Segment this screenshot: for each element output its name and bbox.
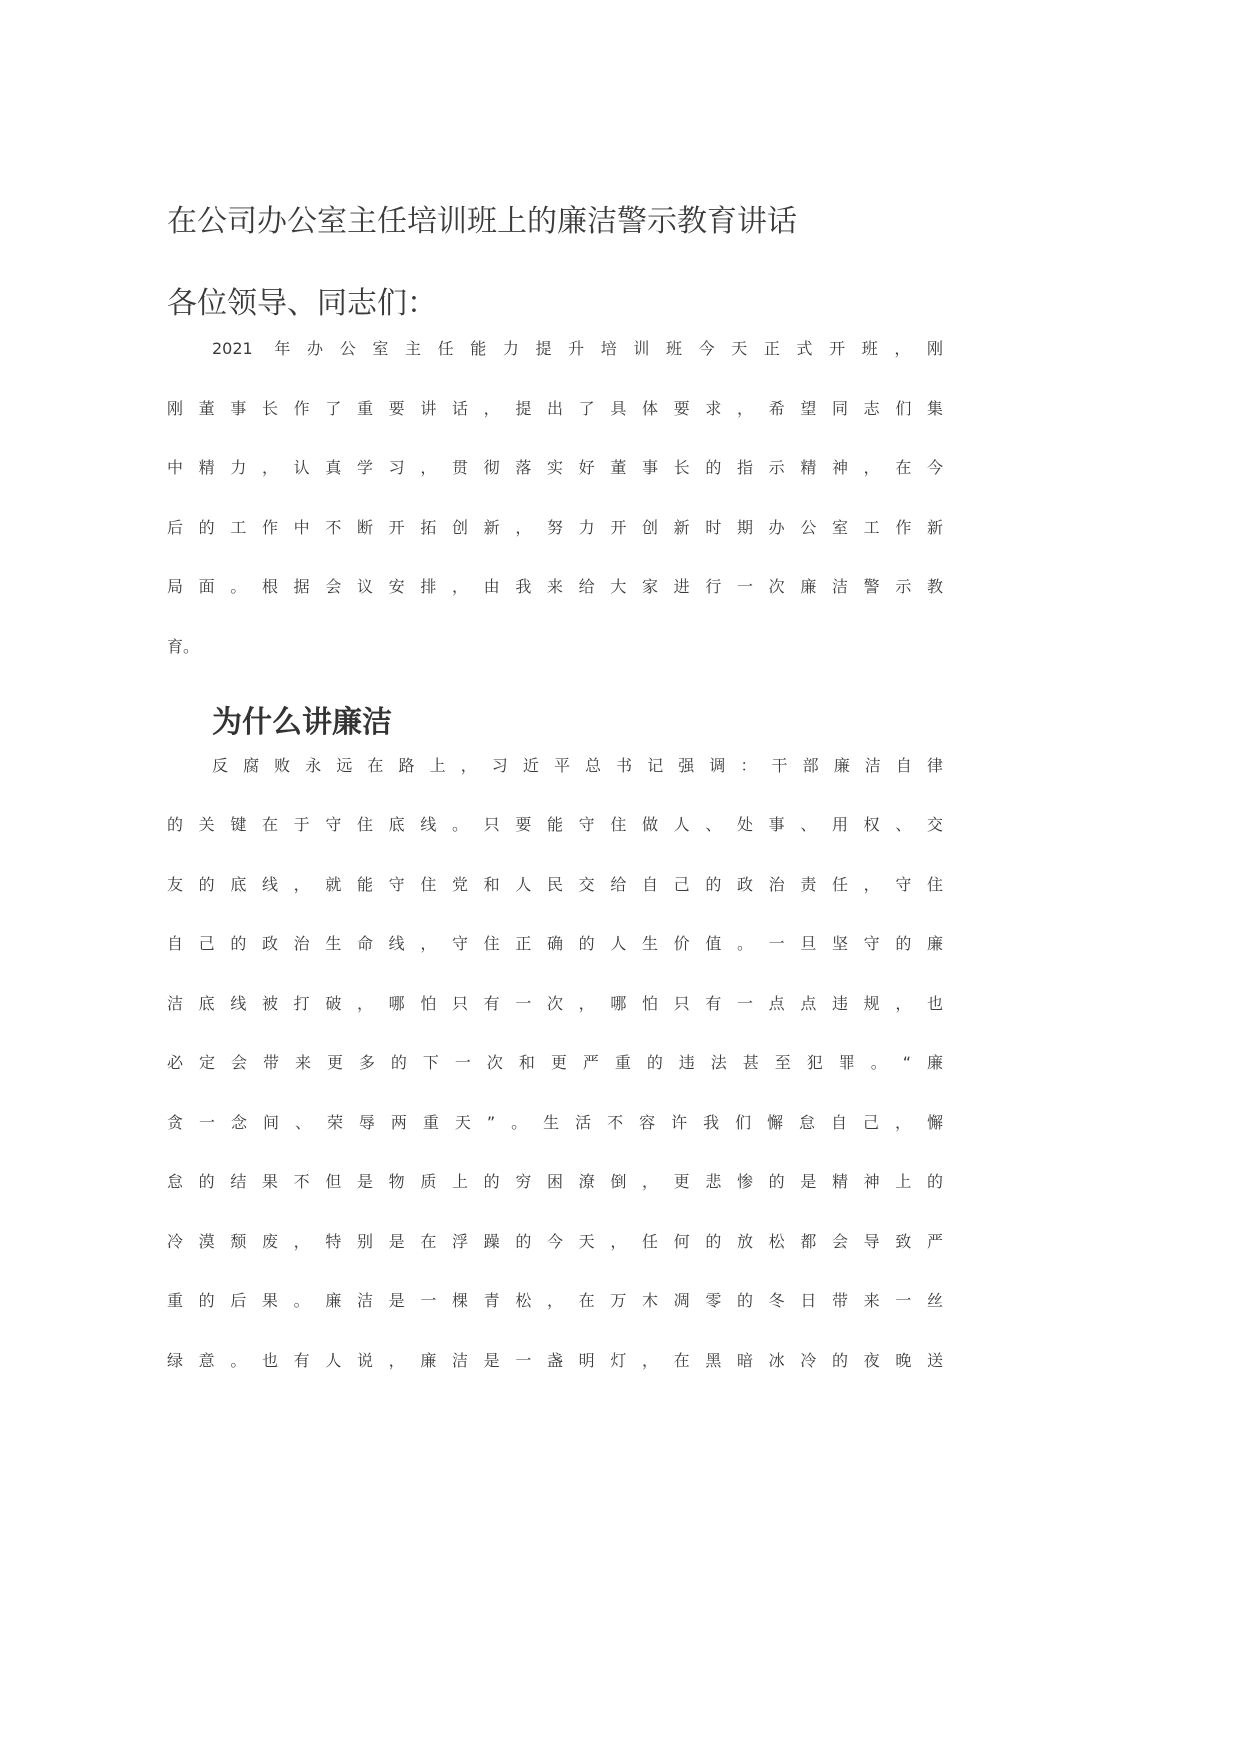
- text-line: 重的后果。廉洁是一棵青松，在万木凋零的冬日带来一丝: [167, 1291, 943, 1310]
- document-page: [167, 196, 943, 1407]
- text-line: 冷漠颓废，特别是在浮躁的今天，任何的放松都会导致严: [167, 1231, 943, 1251]
- text-line: 反腐败永远在路上，习近平总书记强调：干部廉洁自律: [212, 755, 943, 775]
- text-line: 育。: [167, 636, 200, 656]
- text-line: 刚董事长作了重要讲话，提出了具体要求，希望同志们集: [167, 398, 943, 418]
- text-line: 的关键在于守住底线。只要能守住做人、处事、用权、交: [167, 815, 943, 834]
- text-line: 贪一念间、荣辱两重天”。生活不容许我们懈怠自己，懈: [167, 1112, 943, 1132]
- paragraph-why-integrity: [167, 753, 943, 1408]
- text-line: 2021 年办公室主任能力提升培训班今天正式开班，刚: [212, 339, 943, 358]
- text-line: 绿意。也有人说，廉洁是一盏明灯，在黑暗冰冷的夜晚送: [167, 1350, 943, 1370]
- section-heading: 为什么讲廉洁: [212, 705, 392, 740]
- document-title: 在公司办公室主任培训班上的廉洁警示教育讲话: [167, 204, 797, 239]
- text-line: 友的底线，就能守住党和人民交给自己的政治责任，守住: [167, 874, 943, 894]
- text-line: 洁底线被打破，哪怕只有一次，哪怕只有一点点违规，也: [167, 993, 943, 1013]
- text-line: 中精力，认真学习，贯彻落实好董事长的指示精神，在今: [167, 458, 943, 477]
- text-line: 后的工作中不断开拓创新，努力开创新时期办公室工作新: [167, 517, 943, 537]
- text-line: 局面。根据会议安排，由我来给大家进行一次廉洁警示教: [167, 577, 943, 596]
- paragraph-opening: [167, 336, 943, 693]
- text-line: 怠的结果不但是物质上的穷困潦倒，更悲惨的是精神上的: [167, 1172, 943, 1191]
- salutation: 各位领导、同志们：: [167, 286, 437, 321]
- text-line: 自己的政治生命线，守住正确的人生价值。一旦坚守的廉: [167, 934, 943, 953]
- text-line: 必定会带来更多的下一次和更严重的违法甚至犯罪。“廉: [167, 1053, 943, 1072]
